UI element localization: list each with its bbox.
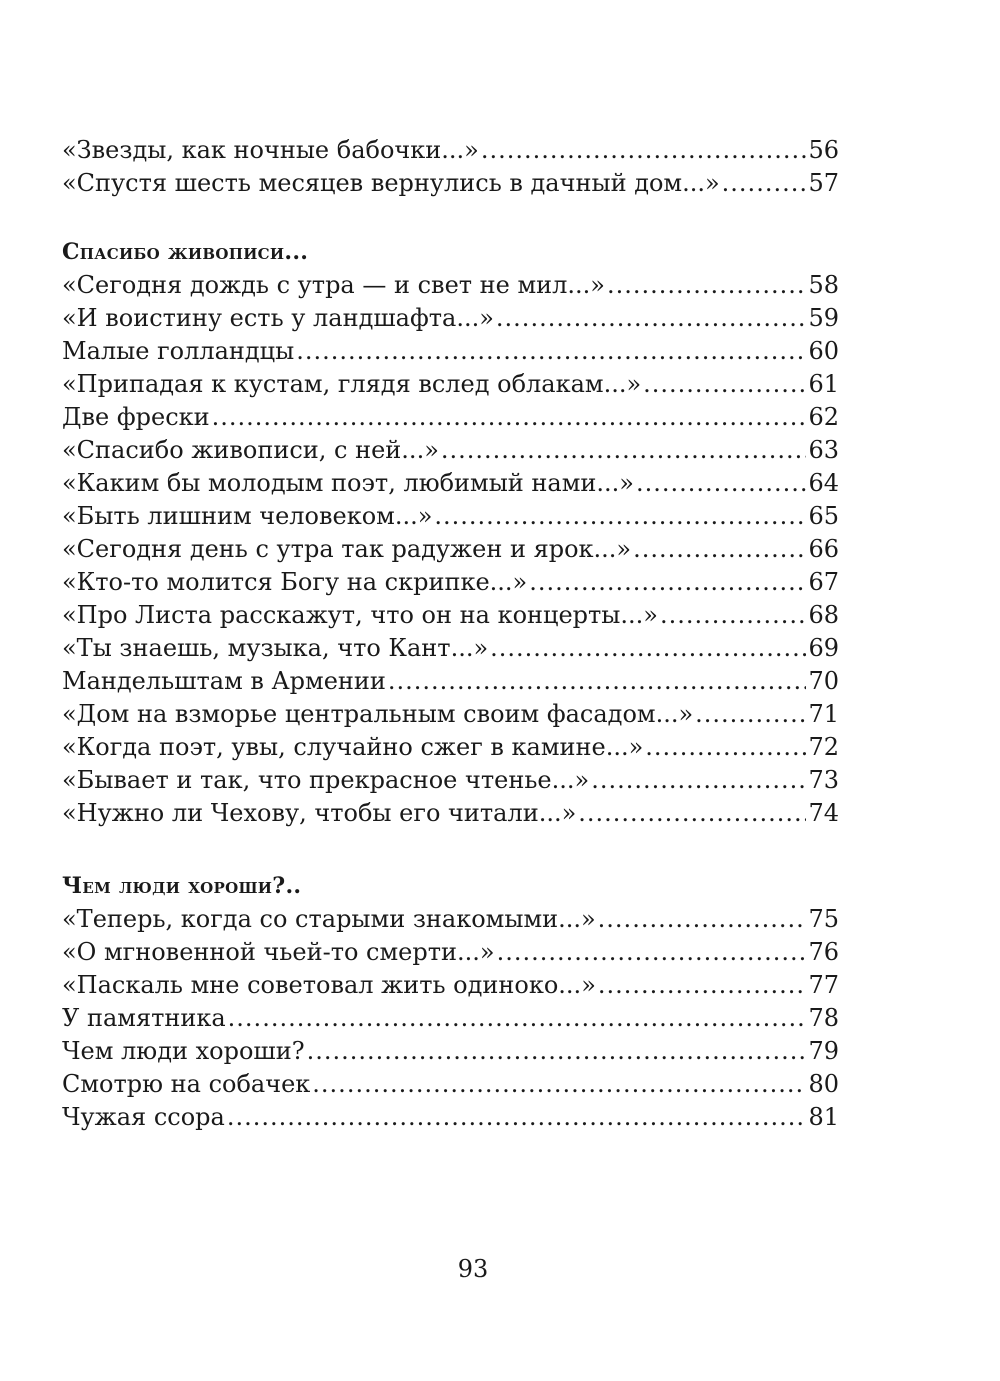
toc-entry[interactable] [62, 500, 839, 533]
toc-entry-title: Малые голландцы [62, 337, 295, 365]
toc-entry-page: 67 [808, 568, 839, 596]
toc-entry[interactable] [62, 797, 839, 830]
toc-entry[interactable] [62, 434, 839, 467]
toc-entry-title: «Спустя шесть месяцев вернулись в дачный дом...» [62, 169, 720, 197]
toc-entry-title: Мандельштам в Армении [62, 667, 386, 695]
toc-leader-dots [645, 731, 806, 764]
toc-entry[interactable] [62, 302, 839, 335]
toc-entry[interactable] [62, 969, 839, 1002]
toc-entry-page: 64 [808, 469, 839, 497]
toc-leader-dots [497, 936, 807, 969]
toc-entry-page: 60 [808, 337, 839, 365]
toc-entry-page: 68 [808, 601, 839, 629]
toc-leader-dots [636, 467, 806, 500]
toc-entry-page: 62 [808, 403, 839, 431]
toc-leader-dots [496, 302, 807, 335]
toc-entry[interactable] [62, 903, 839, 936]
toc-entry[interactable] [62, 533, 839, 566]
toc-entry-page: 76 [808, 938, 839, 966]
toc-leader-dots [529, 566, 806, 599]
toc-entry[interactable] [62, 467, 839, 500]
toc-entry-title: «Звезды, как ночные бабочки...» [62, 136, 479, 164]
toc-entry[interactable] [62, 134, 839, 167]
toc-entry-page: 70 [808, 667, 839, 695]
toc-entry-title: Чужая ссора [62, 1103, 225, 1131]
toc-entry-page: 63 [808, 436, 839, 464]
toc-entry-title: «Сегодня дождь с утра — и свет не мил...» [62, 271, 605, 299]
toc-entry-title: «Каким бы молодым поэт, любимый нами...» [62, 469, 634, 497]
toc-entry-title: «Паскаль мне советовал жить одиноко...» [62, 971, 596, 999]
toc-entry[interactable] [62, 566, 839, 599]
toc-entry-page: 81 [808, 1103, 839, 1131]
toc-entry-title: «О мгновенной чьей-то смерти...» [62, 938, 495, 966]
toc-entry-title: «И воистину есть у ландшафта...» [62, 304, 494, 332]
toc-entry[interactable] [62, 368, 839, 401]
toc-entry-title: «Ты знаешь, музыка, что Кант...» [62, 634, 489, 662]
toc-entry-page: 77 [808, 971, 839, 999]
toc-entry-page: 65 [808, 502, 839, 530]
toc-entry[interactable] [62, 698, 839, 731]
toc-entry[interactable] [62, 665, 839, 698]
toc-entry[interactable] [62, 731, 839, 764]
toc-leader-dots [228, 1002, 807, 1035]
toc-leader-dots [227, 1101, 807, 1134]
toc-entry-title: Смотрю на собачек [62, 1070, 311, 1098]
toc-leader-dots [598, 903, 807, 936]
toc-entry-title: «Когда поэт, увы, случайно сжег в камине...» [62, 733, 644, 761]
toc-entry-page: 56 [808, 136, 839, 164]
section-spacer [62, 200, 839, 236]
section-heading: Спасибо живописи... [62, 239, 309, 265]
toc-entry-page: 71 [808, 700, 839, 728]
toc-leader-dots [481, 134, 807, 167]
toc-entry-title: «Сегодня день с утра так радужен и ярок...» [62, 535, 632, 563]
toc-leader-dots [633, 533, 806, 566]
toc-entry[interactable] [62, 1035, 839, 1068]
toc-entry-page: 69 [808, 634, 839, 662]
toc-leader-dots [598, 969, 807, 1002]
toc-entry-page: 57 [808, 169, 839, 197]
toc-entry[interactable] [62, 1068, 839, 1101]
toc-entry[interactable] [62, 401, 839, 434]
toc-leader-dots [643, 368, 806, 401]
toc-entry-page: 78 [808, 1004, 839, 1032]
section-heading: Чем люди хороши?.. [62, 873, 302, 899]
toc-entry-title: «Дом на взморье центральным своим фасадом...» [62, 700, 694, 728]
section-spacer [62, 830, 839, 870]
toc-entry-title: «Про Листа расскажут, что он на концерты...» [62, 601, 658, 629]
toc-leader-dots [660, 599, 806, 632]
toc-entry[interactable] [62, 599, 839, 632]
page-number: 93 [457, 1255, 489, 1283]
toc-leader-dots [441, 434, 807, 467]
toc-leader-dots [307, 1035, 807, 1068]
toc-entry-title: Чем люди хороши? [62, 1037, 305, 1065]
toc-leader-dots [312, 1068, 806, 1101]
toc-entry-title: У памятника [62, 1004, 226, 1032]
toc-leader-dots [722, 167, 807, 200]
table-of-contents [62, 134, 839, 1134]
toc-leader-dots [695, 698, 806, 731]
toc-entry-page: 72 [808, 733, 839, 761]
toc-leader-dots [388, 665, 807, 698]
toc-leader-dots [591, 764, 806, 797]
toc-leader-dots [434, 500, 806, 533]
toc-entry[interactable] [62, 269, 839, 302]
toc-entry-page: 79 [808, 1037, 839, 1065]
toc-entry-title: «Нужно ли Чехову, чтобы его читали...» [62, 799, 577, 827]
toc-leader-dots [212, 401, 807, 434]
toc-entry[interactable] [62, 764, 839, 797]
toc-entry[interactable] [62, 936, 839, 969]
toc-entry-page: 59 [808, 304, 839, 332]
toc-entry-page: 58 [808, 271, 839, 299]
toc-entry-title: «Бывает и так, что прекрасное чтенье...» [62, 766, 590, 794]
toc-entry[interactable] [62, 1002, 839, 1035]
toc-entry[interactable] [62, 335, 839, 368]
toc-entry-page: 61 [808, 370, 839, 398]
toc-entry-page: 80 [808, 1070, 839, 1098]
toc-entry-title: «Кто-то молится Богу на скрипке...» [62, 568, 528, 596]
toc-entry-title: «Быть лишним человеком...» [62, 502, 433, 530]
toc-entry-page: 66 [808, 535, 839, 563]
toc-leader-dots [578, 797, 806, 830]
toc-entry-title: «Спасибо живописи, с ней...» [62, 436, 439, 464]
toc-entry[interactable] [62, 632, 839, 665]
toc-leader-dots [490, 632, 806, 665]
toc-entry[interactable] [62, 167, 839, 200]
toc-entry-page: 74 [808, 799, 839, 827]
toc-entry-title: «Припадая к кустам, глядя вслед облакам...» [62, 370, 642, 398]
toc-entry-page: 75 [808, 905, 839, 933]
toc-leader-dots [296, 335, 806, 368]
toc-entry-title: «Теперь, когда со старыми знакомыми...» [62, 905, 596, 933]
toc-leader-dots [607, 269, 806, 302]
toc-entry-title: Две фрески [62, 403, 210, 431]
toc-entry-page: 73 [808, 766, 839, 794]
toc-entry[interactable] [62, 1101, 839, 1134]
